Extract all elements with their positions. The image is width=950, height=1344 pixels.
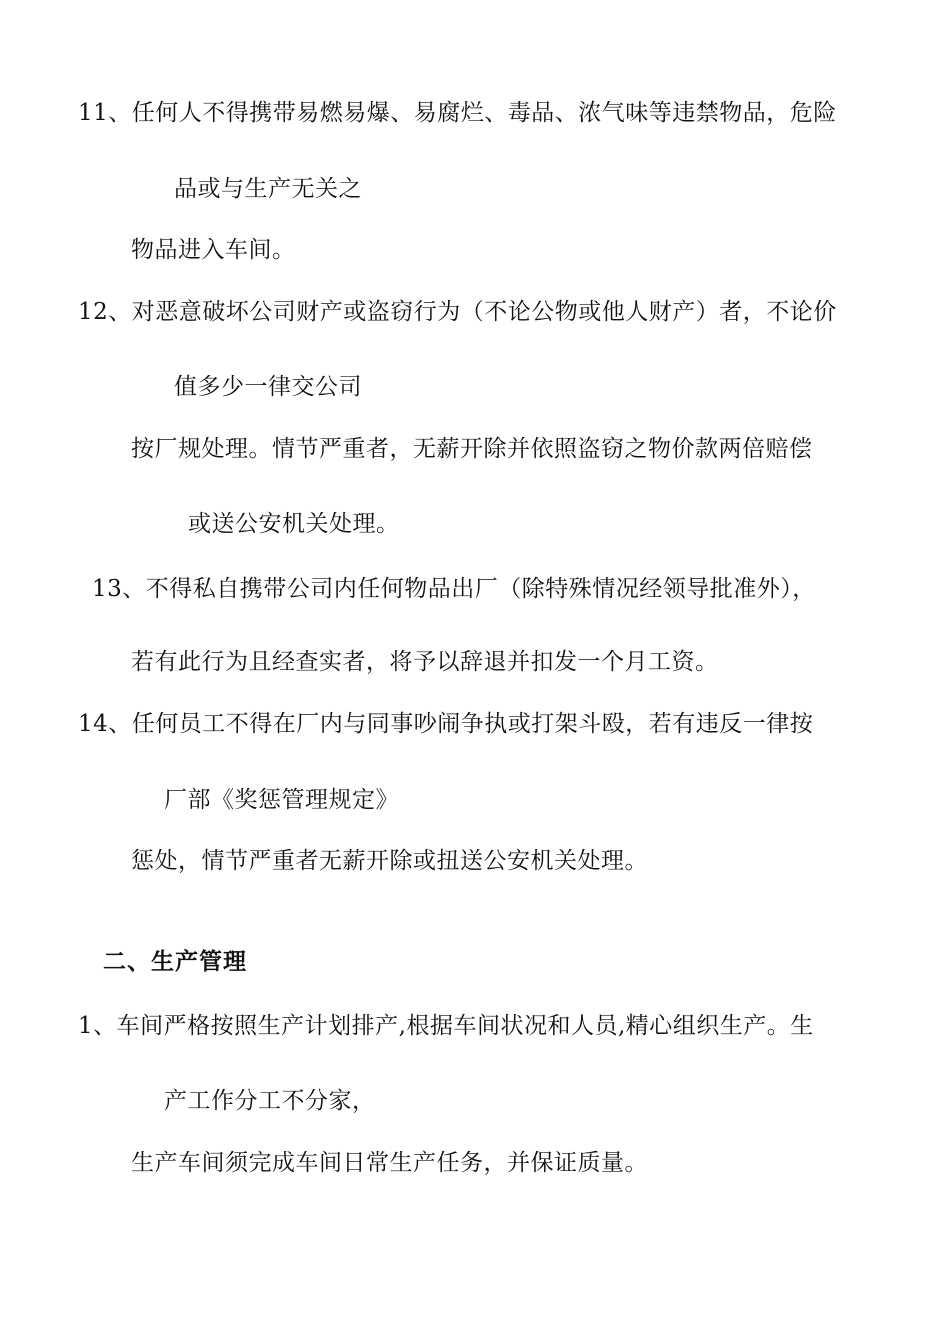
section-heading: 二、生产管理 [103,949,247,975]
rule-14-text: 14、任何员工不得在厂内与同事吵闹争执或打架斗殴，若有违反一律按 [78,711,814,737]
rule-12-continuation: 按厂规处理。情节严重者，无薪开除并依照盗窃之物价款两倍赔偿 [131,436,813,462]
rule-11-continuation: 物品进入车间。 [131,237,296,263]
production-item-1-continuation: 产工作分工不分家， [164,1088,376,1114]
production-item-1-text: 1、车间严格按照生产计划排产,根据车间状况和人员,精心组织生产。生 [78,1013,814,1039]
rule-12-text: 12、对恶意破坏公司财产或盗窃行为（不论公物或他人财产）者，不论价 [78,299,837,325]
rule-11-continuation: 品或与生产无关之 [174,176,362,202]
rule-13-continuation: 若有此行为且经查实者，将予以辞退并扣发一个月工资。 [131,649,719,675]
rule-12-continuation: 或送公安机关处理。 [188,511,400,537]
rule-14-continuation: 厂部《奖惩管理规定》 [164,787,399,813]
production-item-1-continuation: 生产车间须完成车间日常生产任务，并保证质量。 [131,1150,648,1176]
rule-13-text: 13、不得私自携带公司内任何物品出厂（除特殊情况经领导批准外）， [92,576,816,602]
rule-14-continuation: 惩处，情节严重者无薪开除或扭送公安机关处理。 [131,848,648,874]
rule-12-continuation: 值多少一律交公司 [174,374,362,400]
rule-11-text: 11、任何人不得携带易燃易爆、易腐烂、毒品、浓气味等违禁物品，危险 [78,100,837,126]
